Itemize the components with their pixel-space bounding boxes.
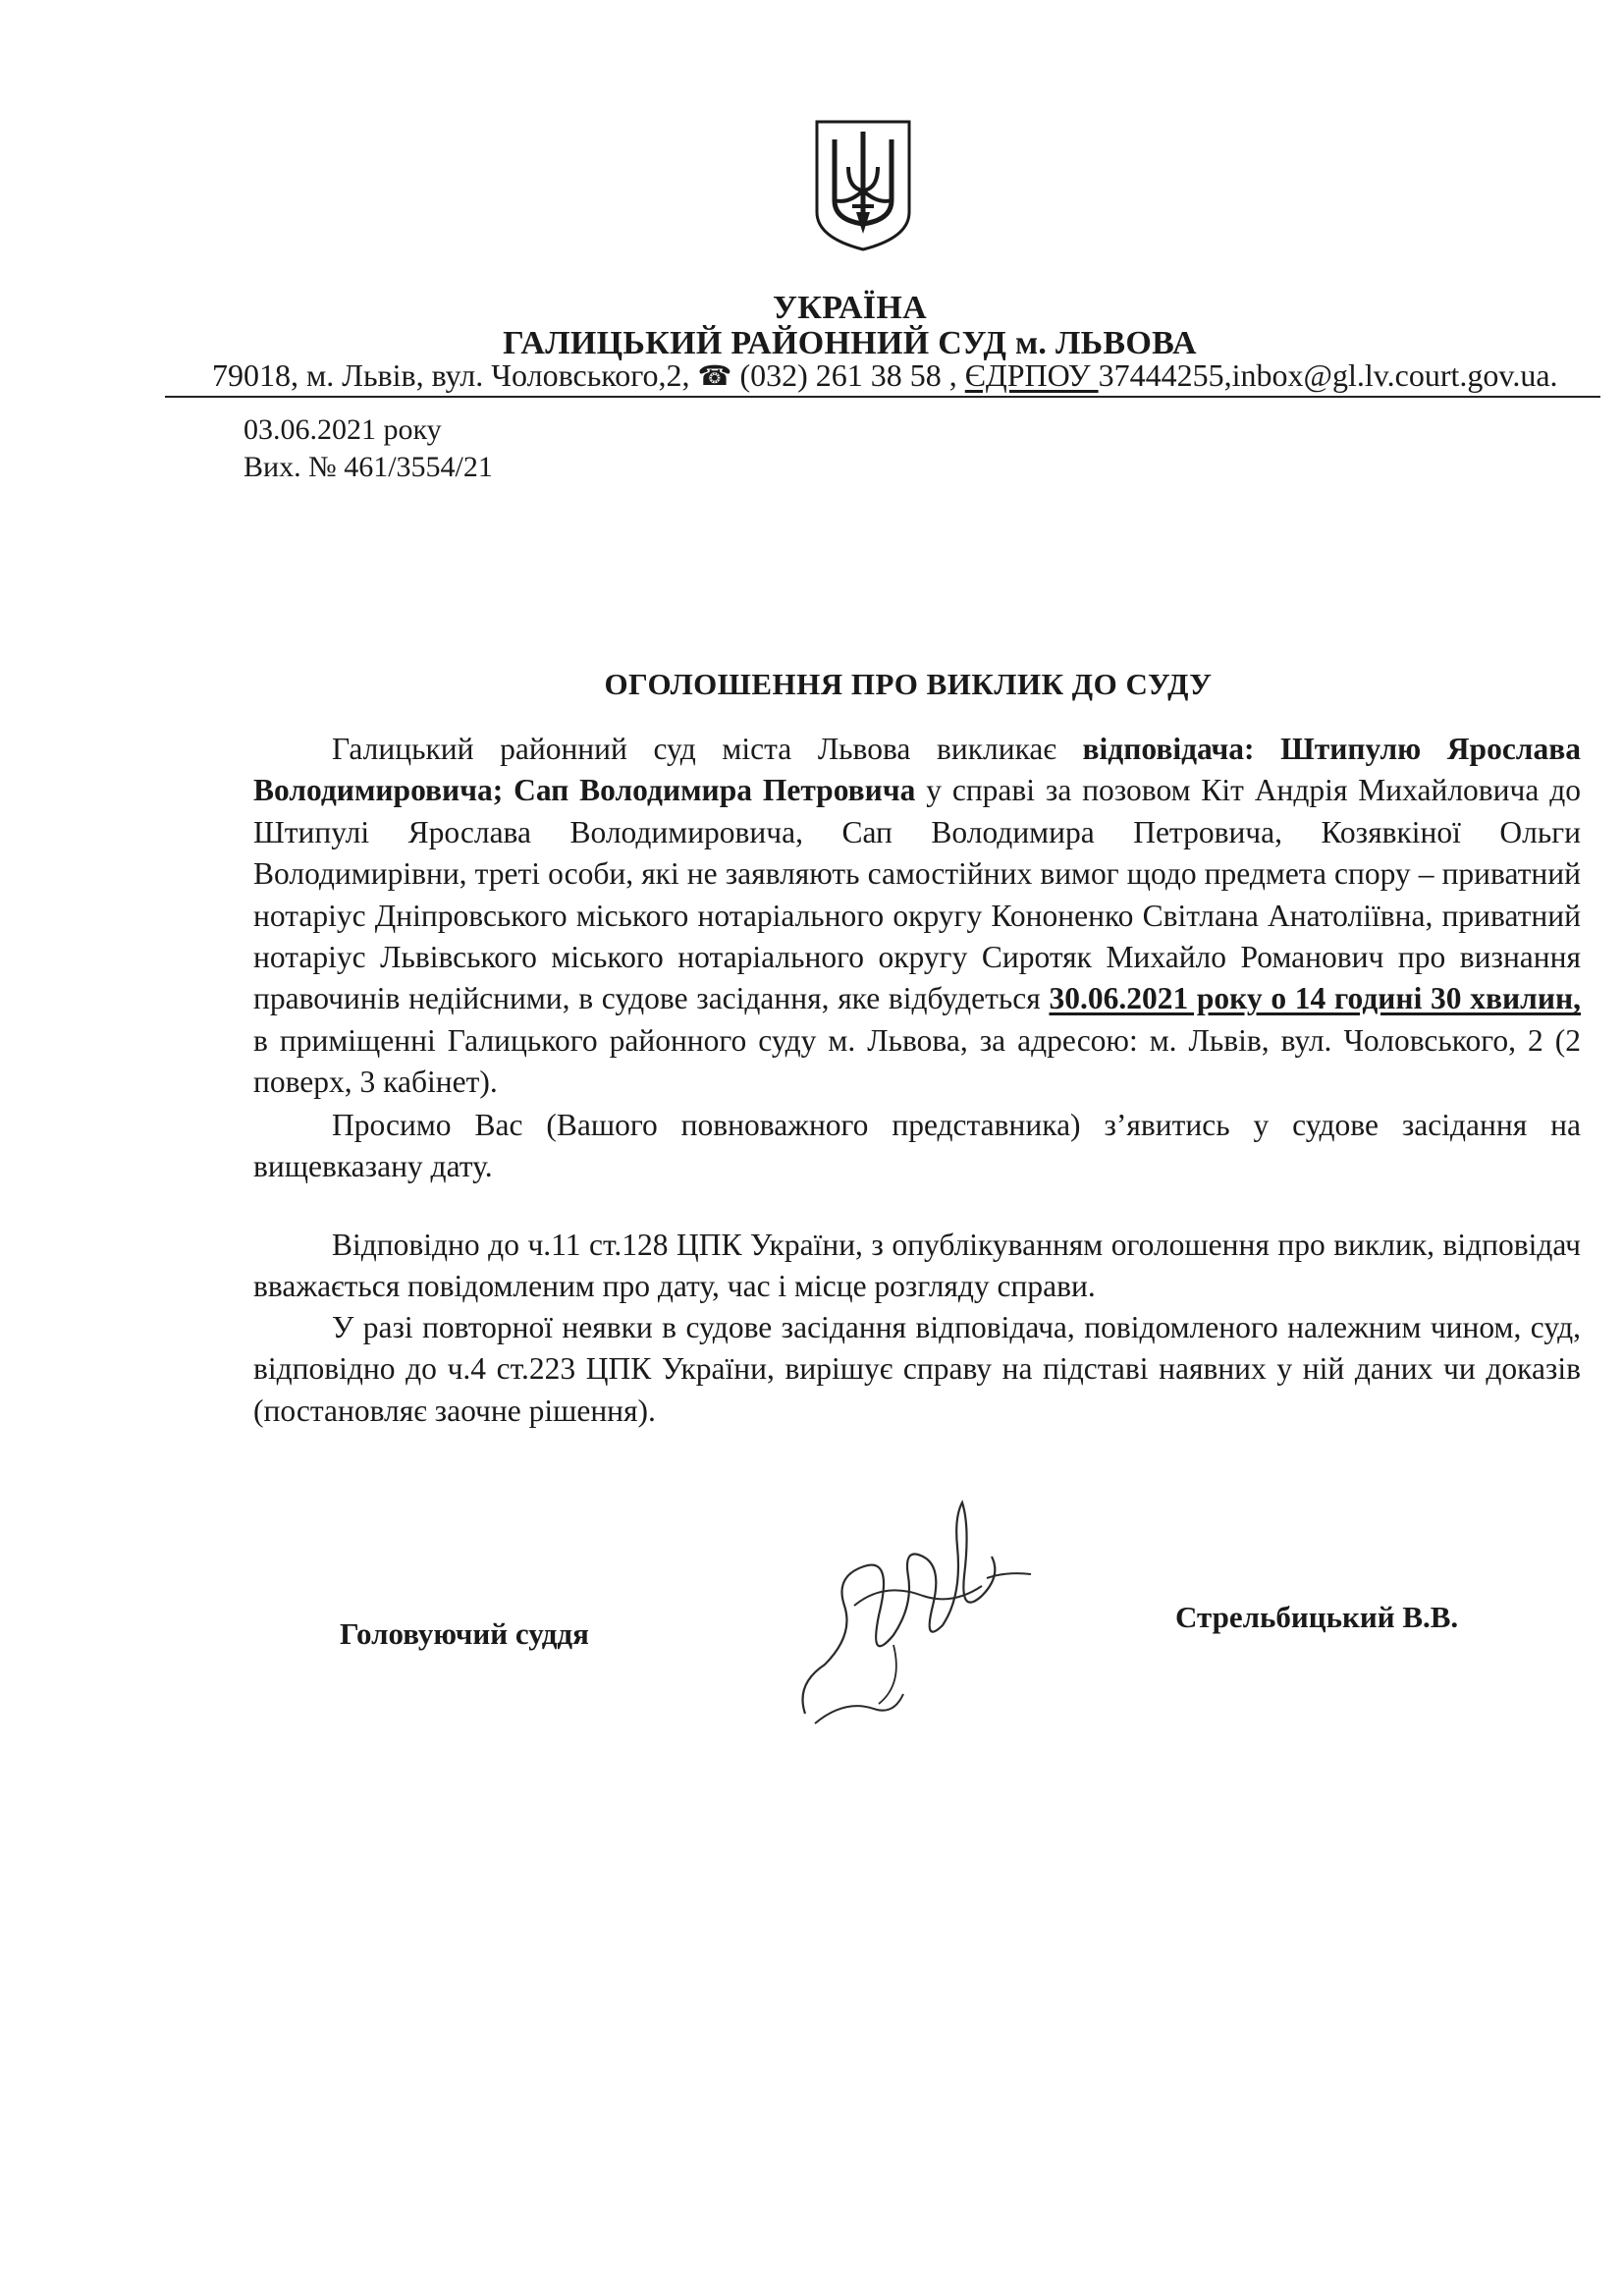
case-description: у справі за позовом Кіт Андрія Михайловича до Штипулі Ярослава Володимировича, Сап Володимира Петровича, Козявкіної Ольги Володимирівни, треті особи, які не заявляють самостійних вимог щодо предмета спору – приватний нотаріус Дніпровського міського нотаріального округу Кононенко Світлана Анатоліївна, приватний нотаріус Львівського міського нотаріального округу Сиротяк Михайло Романович про визнання правочинів недійсними, в судове засідання, яке відбудеться: [253, 773, 1581, 1016]
court-contacts: [212, 355, 1616, 397]
document-date: 03.06.2021 року: [243, 413, 442, 446]
document-title: ОГОЛОШЕННЯ ПРО ВИКЛИК ДО СУДУ: [604, 667, 1213, 701]
hearing-location: в приміщенні Галицького районного суду м. Львова, за адресою: м. Львів, вул. Чоловського, 2 (2 поверх, 3 кабінет).: [253, 1022, 1581, 1100]
judge-name: Стрельбицький В.В.: [1175, 1600, 1459, 1634]
request-paragraph: Просимо Вас (Вашого повноважного представника) з’явитись у судове засідання на вищевказану дату.: [253, 1108, 1581, 1184]
summons-paragraph: [253, 729, 1581, 1104]
judge-role: Головуючий суддя: [340, 1616, 589, 1651]
header-court-name: ГАЛИЦЬКИЙ РАЙОННИЙ СУД м. ЛЬВОВА: [503, 325, 1197, 361]
hearing-datetime: 30.06.2021 року о 14 годині 30 хвилин,: [1049, 981, 1581, 1016]
header-country: УКРАЇНА: [773, 290, 927, 326]
handwritten-signature: [785, 1488, 1041, 1733]
edrpou-and-email: 37444255,inbox@gl.lv.court.gov.ua.: [1098, 357, 1558, 393]
edrpou-label: ЄДРПОУ: [964, 357, 1099, 393]
telephone-icon: ☎: [697, 361, 732, 392]
header-divider: [165, 396, 1600, 398]
defendants-names: відповідача: Штипулю Ярослава Володимировича; Сап Володимира Петровича: [253, 732, 1581, 808]
outgoing-number: Вих. № 461/3554/21: [243, 451, 493, 483]
court-phone: (032) 261 38 58 ,: [731, 357, 965, 393]
legal-basis-paragraph: Відповідно до ч.11 ст.128 ЦПК України, з опублікуванням оголошення про виклик, відповідач вважається повідомленим про дату, час і місце розгляду справи.: [253, 1228, 1581, 1304]
trident-emblem-icon: [813, 118, 913, 253]
court-address: 79018, м. Львів, вул. Чоловського,2,: [212, 357, 690, 393]
default-judgment-paragraph: У разі повторної неявки в судове засідання відповідача, повідомленого належним чином, суд, відповідно до ч.4 ст.223 ЦПК України, вирішує справу на підставі наявних у ній даних чи доказів (постановляє заочне рішення).: [253, 1310, 1581, 1428]
summons-intro: Галицький районний суд міста Львова викликає: [332, 732, 1083, 766]
